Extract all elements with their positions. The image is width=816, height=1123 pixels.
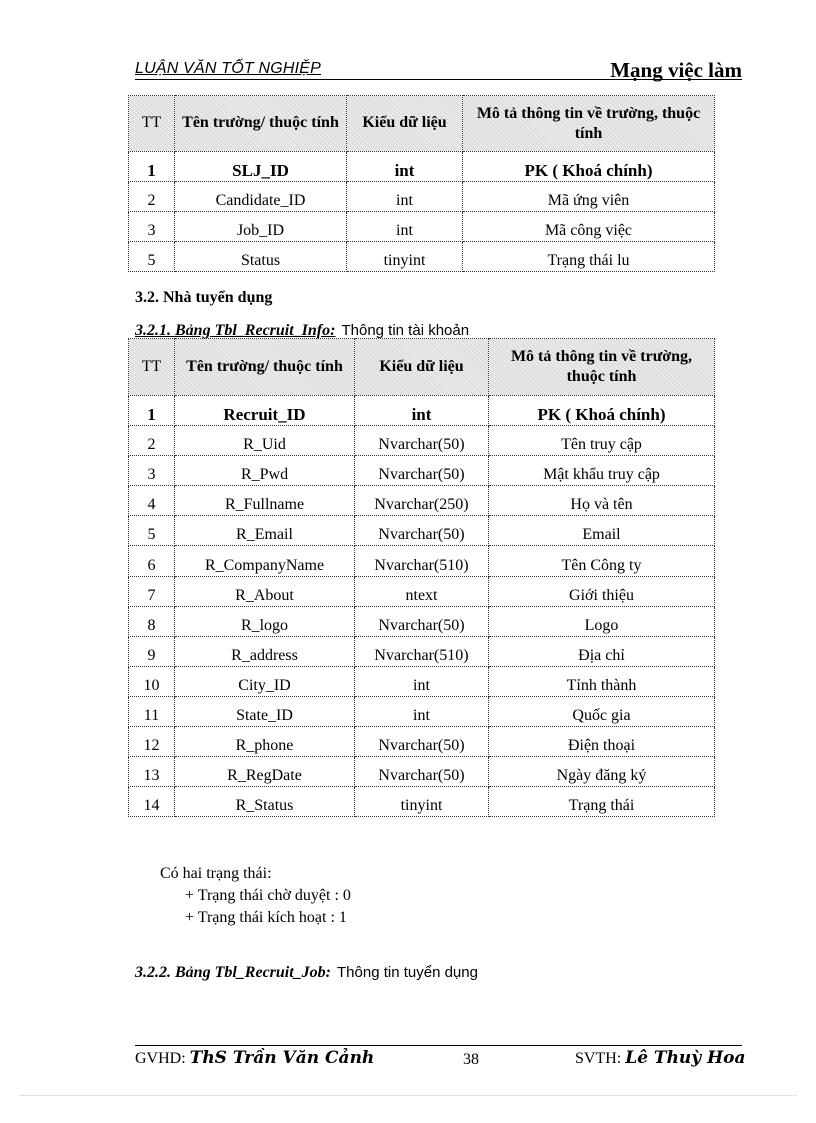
cell-tt: 3 xyxy=(129,212,175,242)
table-recruit-info xyxy=(128,338,715,817)
cell-field: Candidate_ID xyxy=(175,182,347,212)
table-row xyxy=(129,787,715,817)
table-row xyxy=(129,666,715,696)
cell-tt: 1 xyxy=(129,396,175,426)
cell-desc: Mã ứng viên xyxy=(463,182,715,212)
cell-field: R_Uid xyxy=(175,426,355,456)
header-cell-desc: Mô tả thông tin về trường, thuộc tính xyxy=(489,339,715,396)
cell-desc: Trạng thái lu xyxy=(463,242,715,272)
cell-field: R_About xyxy=(175,576,355,606)
cell-type: Nvarchar(50) xyxy=(355,757,489,787)
cell-tt: 11 xyxy=(129,696,175,726)
table-row xyxy=(129,727,715,757)
table-row xyxy=(129,152,715,182)
cell-desc: Họ và tên xyxy=(489,486,715,516)
cell-tt: 2 xyxy=(129,182,175,212)
cell-desc: Email xyxy=(489,516,715,546)
cell-desc: Mật khẩu truy cập xyxy=(489,456,715,486)
student-label: SVTH: xyxy=(575,1050,622,1067)
header-cell-type: Kiểu dữ liệu xyxy=(347,96,463,152)
page-bottom-border xyxy=(20,1095,796,1096)
cell-type: Nvarchar(250) xyxy=(355,486,489,516)
cell-field: State_ID xyxy=(175,696,355,726)
cell-type: int xyxy=(355,396,489,426)
cell-field: R_address xyxy=(175,636,355,666)
student-name: Lê Thuỳ Hoa xyxy=(625,1048,746,1068)
table-row xyxy=(129,516,715,546)
cell-desc: PK ( Khoá chính) xyxy=(489,396,715,426)
subsection-label: 3.2.1. Bảng Tbl_Recruit_Info: xyxy=(135,322,336,339)
subsection-desc: Thông tin tài khoản xyxy=(341,322,470,339)
table-row xyxy=(129,426,715,456)
cell-tt: 14 xyxy=(129,787,175,817)
table-row xyxy=(129,486,715,516)
cell-desc: Quốc gia xyxy=(489,696,715,726)
cell-field: City_ID xyxy=(175,666,355,696)
section-title: 3.2. Nhà tuyển dụng xyxy=(135,289,273,306)
cell-field: R_Pwd xyxy=(175,456,355,486)
cell-type: int xyxy=(347,182,463,212)
header-right-title: Mạng việc làm xyxy=(610,58,742,82)
table-row xyxy=(129,757,715,787)
cell-type: tinyint xyxy=(347,242,463,272)
table-row xyxy=(129,456,715,486)
cell-type: Nvarchar(50) xyxy=(355,727,489,757)
cell-tt: 9 xyxy=(129,636,175,666)
cell-type: Nvarchar(50) xyxy=(355,516,489,546)
advisor-label: GVHD: xyxy=(135,1050,186,1067)
cell-field: R_Status xyxy=(175,787,355,817)
cell-desc: Tên Công ty xyxy=(489,546,715,576)
status-note-intro: Có hai trạng thái: xyxy=(160,865,272,882)
footer-student xyxy=(575,1048,746,1068)
cell-desc: Điện thoại xyxy=(489,727,715,757)
table-row xyxy=(129,242,715,272)
cell-tt: 5 xyxy=(129,516,175,546)
table-header-row xyxy=(129,339,715,396)
cell-field: Recruit_ID xyxy=(175,396,355,426)
subsection-recruit-job xyxy=(135,964,478,982)
cell-type: int xyxy=(355,696,489,726)
cell-desc: Trạng thái xyxy=(489,787,715,817)
cell-field: SLJ_ID xyxy=(175,152,347,182)
cell-desc: Mã công việc xyxy=(463,212,715,242)
cell-type: tinyint xyxy=(355,787,489,817)
table-row xyxy=(129,182,715,212)
header-cell-field: Tên trường/ thuộc tính xyxy=(175,96,347,152)
cell-desc: Logo xyxy=(489,606,715,636)
cell-desc: Ngày đăng ký xyxy=(489,757,715,787)
cell-type: int xyxy=(347,212,463,242)
cell-type: Nvarchar(50) xyxy=(355,426,489,456)
cell-type: ntext xyxy=(355,576,489,606)
table-header-row xyxy=(129,96,715,152)
cell-type: int xyxy=(355,666,489,696)
cell-tt: 3 xyxy=(129,456,175,486)
header-cell-desc: Mô tả thông tin về trường, thuộc tính xyxy=(463,96,715,152)
page-number: 38 xyxy=(463,1051,479,1068)
header-left-title: LUẬN VĂN TỐT NGHIỆP xyxy=(135,60,322,77)
cell-type: Nvarchar(50) xyxy=(355,456,489,486)
table-candidate-job xyxy=(128,95,715,272)
table-row xyxy=(129,606,715,636)
cell-tt: 6 xyxy=(129,546,175,576)
table-row xyxy=(129,212,715,242)
header-cell-tt: TT xyxy=(129,339,175,396)
cell-tt: 2 xyxy=(129,426,175,456)
header-cell-type: Kiểu dữ liệu xyxy=(355,339,489,396)
cell-tt: 10 xyxy=(129,666,175,696)
table-row xyxy=(129,636,715,666)
cell-field: R_logo xyxy=(175,606,355,636)
cell-desc: Tỉnh thành xyxy=(489,666,715,696)
table-row xyxy=(129,696,715,726)
cell-tt: 13 xyxy=(129,757,175,787)
cell-tt: 5 xyxy=(129,242,175,272)
cell-type: int xyxy=(347,152,463,182)
cell-field: R_CompanyName xyxy=(175,546,355,576)
cell-field: R_Email xyxy=(175,516,355,546)
cell-tt: 8 xyxy=(129,606,175,636)
subsection-label: 3.2.2. Bảng Tbl_Recruit_Job: xyxy=(135,964,332,981)
subsection-desc: Thông tin tuyển dụng xyxy=(337,964,478,981)
advisor-name: ThS Trần Văn Cảnh xyxy=(189,1048,375,1068)
cell-tt: 12 xyxy=(129,727,175,757)
cell-type: Nvarchar(50) xyxy=(355,606,489,636)
header-rule xyxy=(135,79,742,80)
header-cell-field: Tên trường/ thuộc tính xyxy=(175,339,355,396)
cell-type: Nvarchar(510) xyxy=(355,546,489,576)
table-row xyxy=(129,546,715,576)
cell-desc: Tên truy cập xyxy=(489,426,715,456)
cell-tt: 7 xyxy=(129,576,175,606)
cell-field: R_RegDate xyxy=(175,757,355,787)
cell-type: Nvarchar(510) xyxy=(355,636,489,666)
footer-rule xyxy=(135,1045,742,1046)
cell-field: R_Fullname xyxy=(175,486,355,516)
status-note-item: + Trạng thái chờ duyệt : 0 xyxy=(185,887,351,904)
footer-advisor xyxy=(135,1048,374,1068)
cell-desc: PK ( Khoá chính) xyxy=(463,152,715,182)
cell-desc: Giới thiệu xyxy=(489,576,715,606)
cell-field: Status xyxy=(175,242,347,272)
cell-tt: 1 xyxy=(129,152,175,182)
status-note-item: + Trạng thái kích hoạt : 1 xyxy=(185,909,347,926)
header-cell-tt: TT xyxy=(129,96,175,152)
table-row xyxy=(129,396,715,426)
cell-tt: 4 xyxy=(129,486,175,516)
table-row xyxy=(129,576,715,606)
cell-field: Job_ID xyxy=(175,212,347,242)
cell-field: R_phone xyxy=(175,727,355,757)
cell-desc: Địa chỉ xyxy=(489,636,715,666)
